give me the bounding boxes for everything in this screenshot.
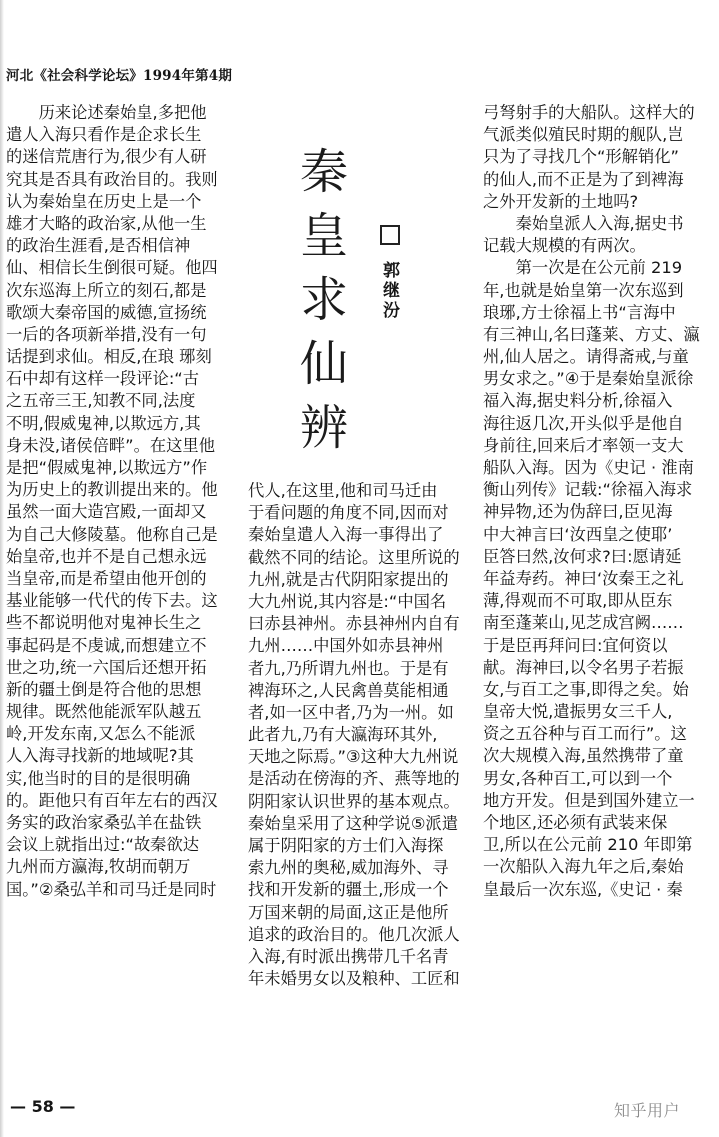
text-line: 历来论述秦始皇,多把他 bbox=[6, 103, 207, 122]
text-line: 有三神山,名曰蓬莱、方丈、瀛 bbox=[483, 324, 700, 344]
text-line: 曰赤县神州。赤县神州内自有 bbox=[248, 614, 460, 634]
text-line: 次大规模入海,虽然携带了童 bbox=[483, 746, 684, 766]
text-line: 的迷信荒唐行为,很少有人研 bbox=[6, 147, 207, 167]
text-line: 神异物,还为伪辞曰,臣见海 bbox=[483, 502, 673, 522]
text-line: 岭,开发东南,又怎么不能派 bbox=[6, 724, 196, 744]
scan-edge bbox=[0, 0, 4, 1137]
text-line: 身前往,回来后才率领一支大 bbox=[483, 435, 684, 455]
text-line: 男女,各种百工,可以到一个 bbox=[483, 768, 673, 788]
title-char: 辨 bbox=[300, 400, 349, 456]
text-line: 秦始皇遣人入海一事得出了 bbox=[248, 525, 444, 545]
text-line: 九州而方瀛海,牧胡而朝万 bbox=[6, 857, 191, 877]
text-line: 追求的政治目的。他几次派人 bbox=[248, 924, 460, 944]
text-line: 基业能够一代代的传下去。这 bbox=[6, 591, 218, 611]
text-line: 秦始皇派人入海,据史书 bbox=[483, 213, 684, 233]
title-char: 皇 bbox=[300, 208, 349, 264]
text-line: 者九,乃所谓九州也。于是有 bbox=[248, 658, 449, 678]
text-line: 一后的各项新举措,没有一句 bbox=[6, 324, 207, 344]
text-line: 此者九,乃有大瀛海环其外, bbox=[248, 725, 438, 745]
text-line: 皇最后一次东巡,《史记 · 秦 bbox=[483, 879, 683, 899]
text-column-3 bbox=[483, 102, 715, 901]
text-line: 第一次是在公元前 219 bbox=[483, 258, 683, 278]
text-line: 遣人入海只看作是企求长生 bbox=[6, 125, 202, 145]
text-line: 天地之际焉。”③这种大九州说 bbox=[248, 747, 459, 767]
text-line: 的。距他只有百年左右的西汉 bbox=[6, 790, 218, 810]
text-line: 究其是否具有政治目的。我则 bbox=[6, 169, 218, 189]
text-line: 男女求之。”④于是秦始皇派徐 bbox=[483, 369, 694, 389]
title-char: 仙 bbox=[300, 336, 349, 392]
text-line: 卫,所以在公元前 210 年即第 bbox=[483, 835, 693, 855]
text-line: 规律。既然他能派军队越五 bbox=[6, 702, 202, 722]
text-line: 地方开发。但是到国外建立一 bbox=[483, 790, 695, 810]
text-line: 新的疆土倒是符合他的思想 bbox=[6, 679, 202, 699]
text-line: 仙、相信长生倒很可疑。他四 bbox=[6, 258, 218, 278]
text-line: 记载大规模的有两次。 bbox=[483, 236, 646, 256]
text-line: 之外开发新的土地吗? bbox=[483, 191, 639, 211]
text-line: 始皇帝,也并不是自己想永远 bbox=[6, 546, 207, 566]
text-line: 万国来朝的局面,这正是他所 bbox=[248, 902, 449, 922]
text-line: 海往返几次,开头似乎是他自 bbox=[483, 413, 684, 433]
text-line: 人入海寻找新的地域呢?其 bbox=[6, 746, 194, 766]
text-line: 薄,得观而不可取,即从臣东 bbox=[483, 591, 673, 611]
text-line: 气派类似殖民时期的舰队,岂 bbox=[483, 125, 684, 145]
text-line: 州,仙人居之。请得斋戒,与童 bbox=[483, 347, 689, 367]
text-line: 为自己大修陵墓。他称自己是 bbox=[6, 524, 218, 544]
text-line: 国。”②桑弘羊和司马迁是同时 bbox=[6, 879, 217, 899]
text-line: 截然不同的结论。这里所说的 bbox=[248, 547, 460, 567]
author-char: 汾 bbox=[383, 301, 400, 321]
page-number: — 58 — bbox=[10, 1097, 76, 1116]
text-line: 福入海,据史料分析,徐福入 bbox=[483, 391, 673, 411]
text-line: 裨海环之,人民禽兽莫能相通 bbox=[248, 680, 449, 700]
author-char: 继 bbox=[383, 281, 400, 301]
text-line: 歌颂大秦帝国的威德,宣扬统 bbox=[6, 302, 207, 322]
journal-header: 河北《社会科学论坛》1994年第4期 bbox=[6, 68, 233, 84]
text-line: 雄才大略的政治家,从他一生 bbox=[6, 213, 207, 233]
text-line: 代人,在这里,他和司马迁由 bbox=[248, 481, 438, 500]
text-line: 次东巡海上所立的刻石,都是 bbox=[6, 280, 207, 300]
text-line: 虽然一面大造宫殿,一面却又 bbox=[6, 502, 207, 522]
text-line: 年,也就是始皇第一次东巡到 bbox=[483, 280, 684, 300]
text-line: 些不都说明他对鬼神长生之 bbox=[6, 613, 202, 633]
text-line: 于是臣再拜问曰:宜何资以 bbox=[483, 635, 668, 655]
text-column-1 bbox=[6, 102, 234, 901]
text-line: 大九州说,其内容是:“中国名 bbox=[248, 591, 447, 611]
text-line: 身未没,诸侯倍畔”。在这里他 bbox=[6, 435, 215, 455]
author-char: 郭 bbox=[383, 261, 400, 281]
text-line: 不明,假威鬼神,以欺远方,其 bbox=[6, 413, 201, 433]
text-line: 琅琊,方士徐福上书“言海中 bbox=[483, 302, 676, 322]
text-line: 认为秦始皇在历史上是一个 bbox=[6, 191, 202, 211]
text-line: 石中却有这样一段评论:“古 bbox=[6, 369, 200, 389]
text-line: 中大神言曰‘汝西皇之使耶’ bbox=[483, 524, 673, 544]
text-line: 世之功,统一六国后还想开拓 bbox=[6, 657, 207, 677]
text-line: 年未婚男女以及粮种、工匠和 bbox=[248, 969, 460, 989]
text-line: 为历史上的教训提出来的。他 bbox=[6, 480, 218, 500]
text-line: 资之五谷种与百工而行”。这 bbox=[483, 724, 687, 744]
title-char: 秦 bbox=[300, 144, 349, 200]
article-title bbox=[290, 144, 470, 468]
text-line: 实,他当时的目的是很明确 bbox=[6, 768, 191, 788]
text-line: 秦始皇采用了这种学说⑤派遣 bbox=[248, 813, 458, 833]
text-line: 阴阳家认识世界的基本观点。 bbox=[248, 791, 460, 811]
text-line: 的政治生涯看,是否相信神 bbox=[6, 236, 191, 256]
text-line: 个地区,还必须有武装来保 bbox=[483, 813, 668, 832]
text-line: 当皇帝,而是希望由他开创的 bbox=[6, 568, 207, 588]
text-line: 是活动在傍海的齐、燕等地的 bbox=[248, 769, 460, 789]
title-square-mark bbox=[380, 225, 400, 245]
text-line: 一次船队入海九年之后,秦始 bbox=[483, 857, 684, 877]
text-line: 船队入海。因为《史记 · 淮南 bbox=[483, 458, 694, 477]
text-line: 献。海神曰,以令名男子若振 bbox=[483, 657, 684, 677]
text-column-2 bbox=[248, 480, 470, 990]
text-line: 事起码是不虔诚,而想建立不 bbox=[6, 635, 207, 655]
text-line: 九州……中国外如赤县神州 bbox=[248, 636, 444, 656]
text-line: 是把“假威鬼神,以欺远方”作 bbox=[6, 458, 208, 477]
text-line: 九州,就是古代阴阳家提出的 bbox=[248, 569, 449, 589]
text-line: 会议上就指出过:“故秦欲达 bbox=[6, 835, 200, 855]
text-line: 衡山列传》记载:“徐福入海求 bbox=[483, 480, 693, 500]
text-line: 只为了寻找几个“形解销化” bbox=[483, 147, 679, 167]
title-char: 求 bbox=[300, 272, 349, 328]
text-line: 弓弩射手的大船队。这样大的 bbox=[483, 103, 695, 122]
text-line: 南至蓬莱山,见芝成宫阙…… bbox=[483, 613, 684, 633]
text-line: 属于阴阳家的方士们入海探 bbox=[248, 836, 444, 855]
watermark: 知乎用户 bbox=[614, 1101, 681, 1120]
text-line: 女,与百工之事,即得之矣。始 bbox=[483, 679, 689, 699]
text-line: 入海,有时派出携带几千名青 bbox=[248, 946, 449, 966]
text-line: 于看问题的角度不同,因而对 bbox=[248, 503, 449, 523]
text-line: 年益寿药。神曰‘汝秦王之礼 bbox=[483, 568, 684, 588]
text-line: 臣答曰然,汝何求?曰:愿请延 bbox=[483, 546, 682, 566]
text-line: 之五帝三王,知教不同,法度 bbox=[6, 391, 196, 411]
text-line: 话提到求仙。相反,在琅 琊刻 bbox=[6, 347, 212, 367]
text-line: 找和开发新的疆土,形成一个 bbox=[248, 880, 449, 900]
text-line: 的仙人,而不正是为了到裨海 bbox=[483, 169, 684, 189]
text-line: 者,如一区中者,乃为一州。如 bbox=[248, 702, 454, 722]
text-line: 皇帝大悦,遣振男女三千人, bbox=[483, 702, 673, 722]
text-line: 务实的政治家桑弘羊在盐铁 bbox=[6, 813, 202, 832]
text-line: 索九州的奥秘,威加海外、寻 bbox=[248, 858, 449, 878]
